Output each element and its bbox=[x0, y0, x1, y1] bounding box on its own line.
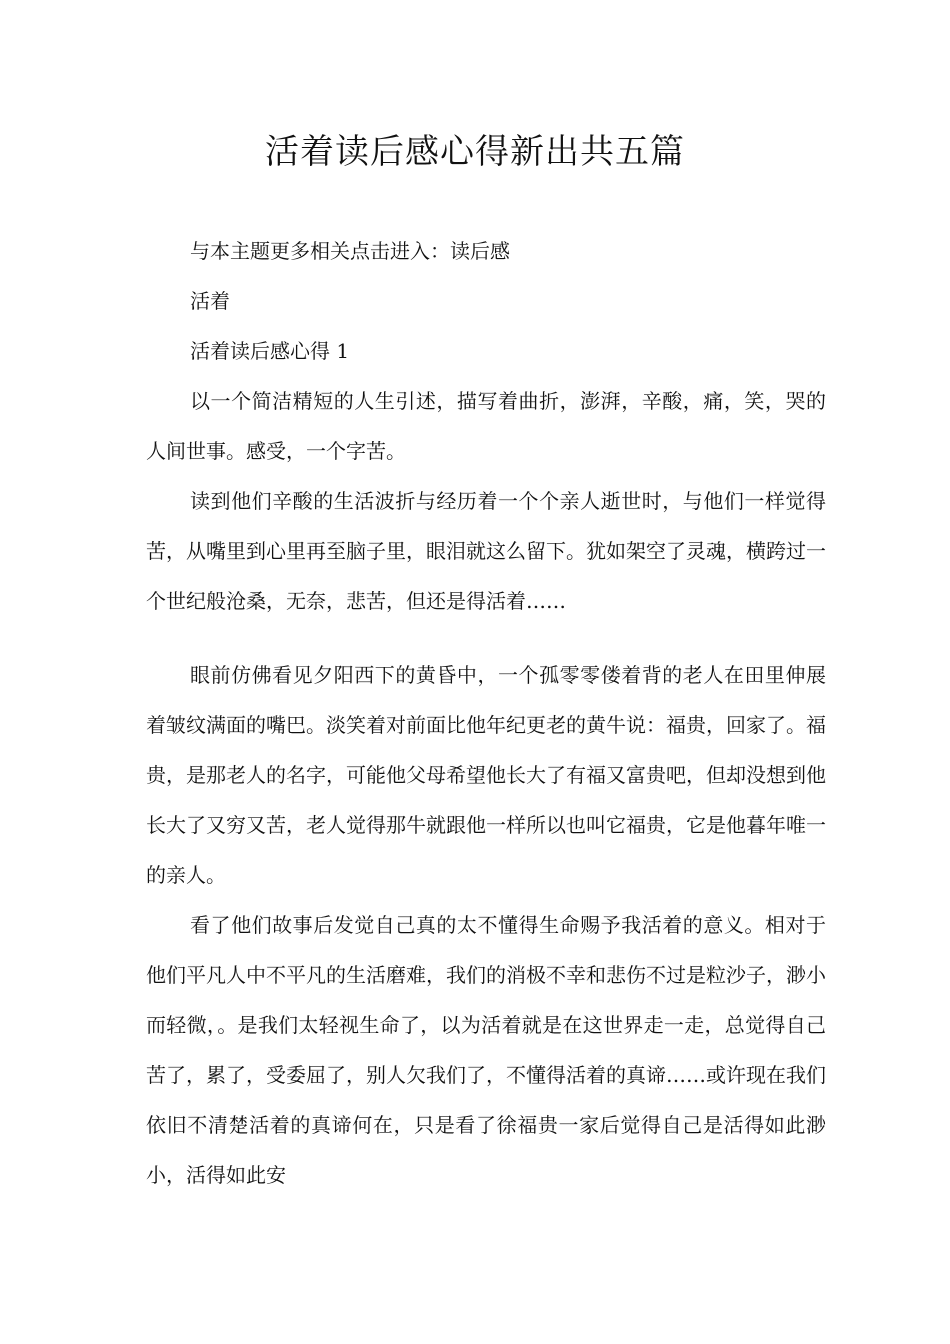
section-heading: 活着读后感心得 1 bbox=[190, 339, 350, 363]
keyword-label: 活着 bbox=[190, 289, 230, 313]
paragraph: 看了他们故事后发觉自己真的太不懂得生命赐予我活着的意义。相对于他们平凡人中不平凡的生活磨难，我们的消极不幸和悲伤不过是粒沙子，渺小而轻微，。是我们太轻视生命了，以为活着就是在这世界走一走，总觉得自己苦了，累了，受委屈了，别人欠我们了，不懂得活着的真谛……或许现在我们依旧不清楚活着的真谛何在，只是看了徐福贵一家后觉得自己是活得如此渺小，活得如此安 bbox=[146, 913, 826, 1187]
topic-link[interactable]: 与本主题更多相关点击进入：读后感 bbox=[190, 239, 510, 263]
document-body bbox=[146, 226, 826, 1200]
document-title: 活着读后感心得新出共五篇 bbox=[265, 132, 685, 172]
paragraph: 以一个简洁精短的人生引述，描写着曲折，澎湃，辛酸，痛，笑，哭的人间世事。感受，一个字苦。 bbox=[146, 389, 826, 463]
paragraph-gap bbox=[146, 626, 826, 650]
paragraph: 读到他们辛酸的生活波折与经历着一个个亲人逝世时，与他们一样觉得苦，从嘴里到心里再至脑子里，眼泪就这么留下。犹如架空了灵魂，横跨过一个世纪般沧桑，无奈，悲苦，但还是得活着…… bbox=[146, 489, 826, 613]
paragraph: 眼前仿佛看见夕阳西下的黄昏中，一个孤零零偻着背的老人在田里伸展着皱纹满面的嘴巴。淡笑着对前面比他年纪更老的黄牛说：福贵，回家了。福贵，是那老人的名字，可能他父母希望他长大了有福又富贵吧，但却没想到他长大了又穷又苦，老人觉得那牛就跟他一样所以也叫它福贵，它是他暮年唯一的亲人。 bbox=[146, 663, 826, 887]
